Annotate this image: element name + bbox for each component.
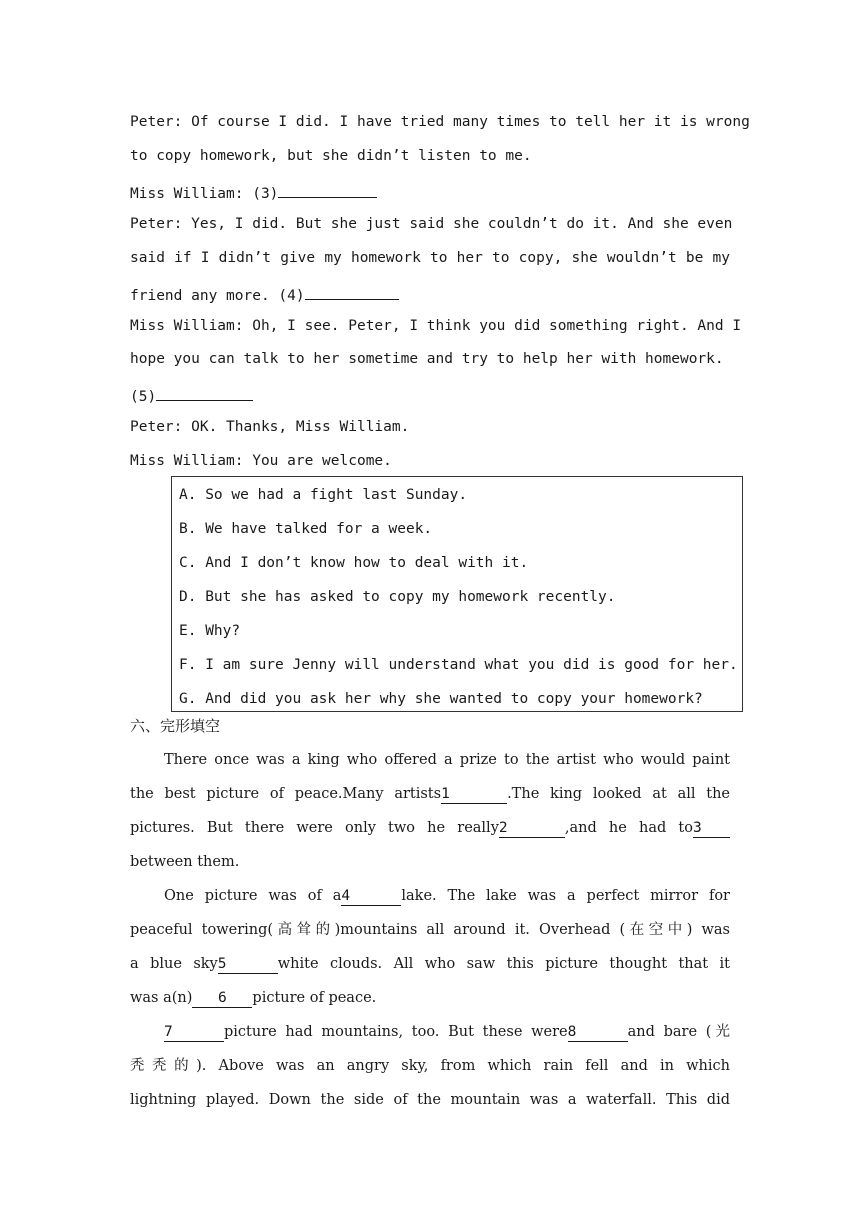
section-title: 六、完形填空: [130, 717, 221, 735]
blank-number-8[interactable]: 8: [568, 1023, 628, 1042]
answer-blank-4[interactable]: [305, 282, 399, 300]
answer-blank-5[interactable]: [156, 383, 253, 401]
option-f: F. I am sure Jenny will understand what you did is good for her.: [179, 657, 738, 673]
blank-number-6[interactable]: 6: [192, 989, 252, 1008]
option-c: C. And I don’t know how to deal with it.: [179, 555, 529, 571]
dialogue-text: (5): [130, 389, 157, 405]
passage-line: [130, 954, 730, 974]
passage-text: .The king looked at all the: [507, 786, 730, 802]
answer-blank-3[interactable]: [278, 180, 377, 198]
passage-line: [130, 784, 730, 804]
dialogue-text: Miss William: (3): [130, 186, 279, 202]
blank-number-2[interactable]: 2: [499, 819, 565, 838]
dialogue-text: friend any more. (4): [130, 288, 305, 304]
option-e: E. Why?: [179, 623, 241, 639]
blank-number-5[interactable]: 5: [218, 955, 278, 974]
passage-text: a blue sky: [130, 956, 218, 972]
dialogue-line: [130, 180, 730, 204]
passage-line: [130, 818, 730, 838]
passage-line: [164, 886, 730, 906]
dialogue-line: Peter: Of course I did. I have tried many times to tell her it is wrong: [130, 114, 750, 130]
dialogue-line: to copy homework, but she didn’t listen to me.: [130, 148, 532, 164]
passage-text: picture had mountains, too. But these were: [224, 1024, 568, 1040]
dialogue-line: hope you can talk to her sometime and try to help her with homework.: [130, 351, 724, 367]
option-a: A. So we had a fight last Sunday.: [179, 487, 468, 503]
options-box: [171, 476, 743, 712]
blank-number-3[interactable]: 3: [693, 819, 730, 838]
dialogue-line: [130, 383, 730, 407]
dialogue-line: Miss William: Oh, I see. Peter, I think you did something right. And I: [130, 318, 742, 334]
passage-text: the best picture of peace.Many artists: [130, 786, 442, 802]
passage-line: [130, 988, 730, 1008]
passage-text: white clouds. All who saw this picture thought that it: [277, 956, 731, 972]
dialogue-line: Miss William: You are welcome.: [130, 453, 392, 469]
passage-text: pictures. But there were only two he really: [130, 820, 499, 836]
dialogue-line: [130, 282, 730, 306]
passage-text: lake. The lake was a perfect mirror for: [401, 888, 730, 904]
dialogue-line: Peter: Yes, I did. But she just said she couldn’t do it. And she even: [130, 216, 733, 232]
blank-number-7[interactable]: 7: [164, 1023, 224, 1042]
passage-line: lightning played. Down the side of the mountain was a waterfall. This did: [130, 1092, 730, 1108]
passage-line: between them.: [130, 854, 240, 870]
passage-line: [164, 1022, 730, 1042]
passage-text: was a(n): [130, 990, 193, 1006]
passage-line: 秃秃的). Above was an angry sky, from which rain fell and in which: [130, 1058, 730, 1074]
option-d: D. But she has asked to copy my homework recently.: [179, 589, 616, 605]
option-b: B. We have talked for a week.: [179, 521, 433, 537]
passage-text: and bare (光: [627, 1024, 730, 1040]
dialogue-line: said if I didn’t give my homework to her to copy, she wouldn’t be my: [130, 250, 730, 266]
passage-line: There once was a king who offered a prize to the artist who would paint: [164, 752, 730, 768]
passage-text: picture of peace.: [252, 990, 377, 1006]
blank-number-1[interactable]: 1: [441, 785, 507, 804]
blank-number-4[interactable]: 4: [341, 887, 401, 906]
option-g: G. And did you ask her why she wanted to copy your homework?: [179, 691, 703, 707]
passage-text: One picture was of a: [164, 888, 342, 904]
passage-text: ,and he had to: [564, 820, 693, 836]
passage-line: peaceful towering(高耸的)mountains all around it. Overhead (在空中) was: [130, 922, 730, 938]
dialogue-line: Peter: OK. Thanks, Miss William.: [130, 419, 410, 435]
